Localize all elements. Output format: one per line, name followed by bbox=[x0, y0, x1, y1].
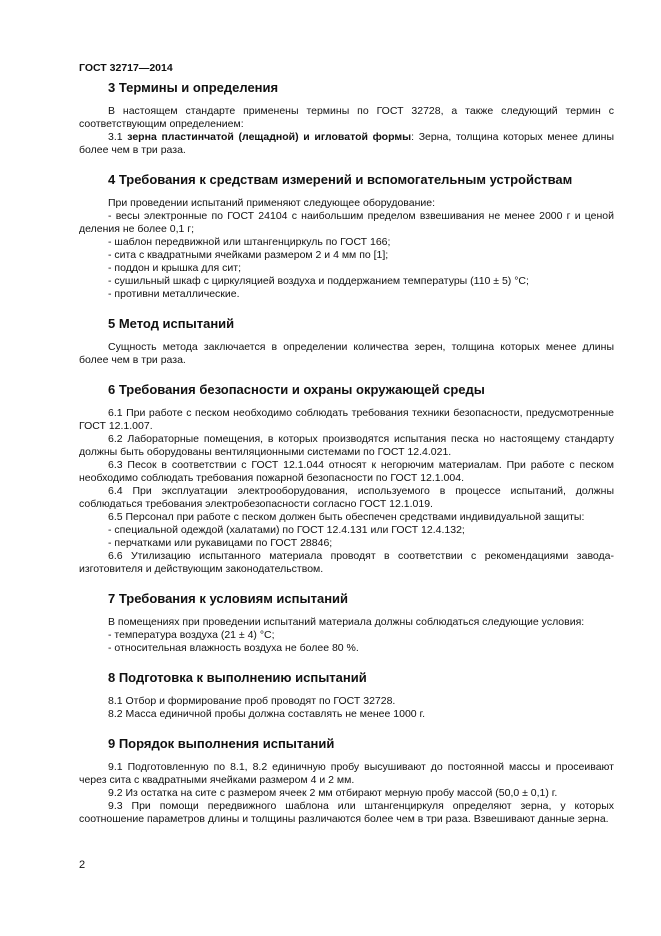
definition-text: : Зерна, толщина которых менее длины более чем в три раза. bbox=[79, 131, 615, 156]
section-9-title: 9 Порядок выполнения испытаний bbox=[108, 736, 335, 751]
section-6-title: 6 Требования безопасности и охраны окружающей среды bbox=[108, 382, 485, 397]
section-3-title: 3 Термины и определения bbox=[108, 80, 279, 95]
section-6-item: 6.4 При эксплуатации электрооборудования, используемого в процессе испытаний, должны соблюдаться требования электробезопасности согласно ГОСТ 12.1.019. bbox=[79, 485, 614, 510]
document-header: ГОСТ 32717—2014 bbox=[79, 62, 173, 74]
section-6-item: 6.1 При работе с песком необходимо соблюдать требования техники безопасности, предусмотренные ГОСТ 12.1.007. bbox=[79, 407, 614, 432]
section-4-title: 4 Требования к средствам измерений и вспомогательным устройствам bbox=[108, 172, 573, 187]
page-number: 2 bbox=[79, 859, 86, 871]
section-7-title: 7 Требования к условиям испытаний bbox=[108, 591, 349, 606]
section-3-definition bbox=[79, 131, 614, 157]
section-5-title: 5 Метод испытаний bbox=[108, 316, 235, 331]
equipment-item: - весы электронные по ГОСТ 24104 с наибольшим пределом взвешивания не менее 2000 г и ценой деления не более 0,1 г; bbox=[79, 210, 614, 235]
section-6-item: 6.5 Персонал при работе с песком должен быть обеспечен средствами индивидуальной защиты: bbox=[108, 511, 585, 523]
section-9-item: 9.2 Из остатка на сите с размером ячеек 2 мм отбирают мерную пробу массой (50,0 ± 0,1) г. bbox=[108, 787, 558, 799]
equipment-item: - сушильный шкаф с циркуляцией воздуха и поддержанием температуры (110 ± 5) °С; bbox=[108, 275, 529, 287]
section-9-item: 9.3 При помощи передвижного шаблона или штангенциркуля определяют зерна, у которых соотношение параметров длины и толщины различаются более чем в три раза. Взвешивают данные зерна. bbox=[79, 800, 614, 825]
section-7-condition: - температура воздуха (21 ± 4) °С; bbox=[108, 629, 275, 641]
section-6-subitem: - перчатками или рукавицами по ГОСТ 28846; bbox=[108, 537, 333, 549]
equipment-item: - противни металлические. bbox=[108, 288, 240, 300]
section-6-item: 6.3 Песок в соответствии с ГОСТ 12.1.044 относят к негорючим материалам. При работе с песком необходимо соблюдать требования пожарной безопасности по ГОСТ 12.1.004. bbox=[79, 459, 614, 484]
equipment-item: - сита с квадратными ячейками размером 2 и 4 мм по [1]; bbox=[108, 249, 389, 261]
definition-number: 3.1 bbox=[108, 131, 128, 143]
section-6-subitem: - специальной одеждой (халатами) по ГОСТ 12.4.131 или ГОСТ 12.4.132; bbox=[108, 524, 465, 536]
section-6-item: 6.2 Лабораторные помещения, в которых производятся испытания песка но настоящему стандарту должны быть оборудованы вентиляционными системами по ГОСТ 12.4.021. bbox=[79, 433, 614, 458]
section-8-title: 8 Подготовка к выполнению испытаний bbox=[108, 670, 367, 685]
section-6-item: 6.6 Утилизацию испытанного материала проводят в соответствии с рекомендациями завода-изготовителя и действующим законодательством. bbox=[79, 550, 614, 575]
section-7-condition: - относительная влажность воздуха не более 80 %. bbox=[108, 642, 359, 654]
section-7-paragraph: В помещениях при проведении испытаний материала должны соблюдаться следующие условия: bbox=[108, 616, 585, 628]
section-8-item: 8.1 Отбор и формирование проб проводят по ГОСТ 32728. bbox=[108, 695, 396, 707]
section-8-item: 8.2 Масса единичной пробы должна составлять не менее 1000 г. bbox=[108, 708, 425, 720]
equipment-item: - шаблон передвижной или штангенциркуль по ГОСТ 166; bbox=[108, 236, 391, 248]
equipment-item: - поддон и крышка для сит; bbox=[108, 262, 241, 274]
section-5-paragraph: Сущность метода заключается в определении количества зерен, толщина которых менее длины более чем в три раза. bbox=[79, 341, 614, 366]
definition-term: зерна пластинчатой (лещадной) и игловатой формы bbox=[127, 131, 412, 143]
document-page bbox=[79, 62, 614, 826]
section-4-intro: При проведении испытаний применяют следующее оборудование: bbox=[108, 197, 436, 209]
section-9-item: 9.1 Подготовленную по 8.1, 8.2 единичную пробу высушивают до постоянной массы и просеивают через сита с квадратными ячейками размером 4 и 2 мм. bbox=[79, 761, 614, 786]
section-3-paragraph: В настоящем стандарте применены термины по ГОСТ 32728, а также следующий термин с соответствующим определением: bbox=[79, 105, 614, 130]
